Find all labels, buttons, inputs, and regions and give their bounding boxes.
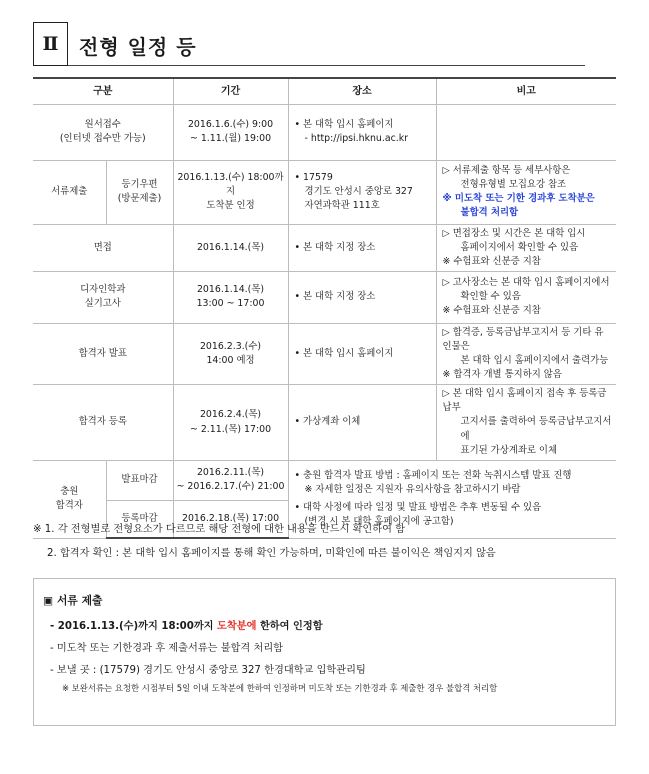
period-cell: 2016.2.4.(목) ~ 2.11.(목) 17:00 bbox=[173, 385, 288, 461]
schedule-table bbox=[33, 77, 616, 539]
table-row bbox=[33, 160, 616, 224]
table-row bbox=[33, 385, 616, 461]
category-cell: 충원 합격자 bbox=[33, 460, 106, 538]
table-header-row bbox=[33, 78, 616, 104]
period-cell: 2016.1.13.(수) 18:00까지 도착분 인정 bbox=[173, 160, 288, 224]
period-cell: 2016.2.3.(수) 14:00 예정 bbox=[173, 323, 288, 384]
period-cell: 2016.1.14.(목) 13:00 ~ 17:00 bbox=[173, 271, 288, 323]
category-cell: 디자인학과 실기고사 bbox=[33, 271, 173, 323]
section-header bbox=[33, 22, 585, 66]
place-cell: • 본 대학 지정 장소 bbox=[288, 224, 436, 271]
footnotes bbox=[33, 518, 616, 566]
place-cell: • 본 대학 지정 장소 bbox=[288, 271, 436, 323]
category-cell: 원서접수 (인터넷 접수만 가능) bbox=[33, 104, 173, 160]
category-cell: 면접 bbox=[33, 224, 173, 271]
note-cell: ▷ 합격증, 등록금납부고지서 등 기타 유인물은 본 대학 입시 홈페이지에서 출력가능 ※ 합격자 개별 통지하지 않음 bbox=[436, 323, 616, 384]
subcategory-cell: 발표마감 bbox=[106, 460, 173, 500]
table-row bbox=[33, 104, 616, 160]
footnote-2: 2. 합격자 확인 : 본 대학 입시 홈페이지를 통해 확인 가능하며, 미확인에 따른 불이익은 책임지지 않음 bbox=[47, 548, 496, 559]
place-cell: • 가상계좌 이체 bbox=[288, 385, 436, 461]
merged-note-cell: • 충원 합격자 발표 방법 : 홈페이지 또는 전화 녹취시스템 발표 진행 ※ 자세한 일정은 지원자 유의사항을 참고하시기 바람 • 대학 사정에 따라 일정 및 발표 방법은 추후 변동될 수 있음 (변경 시 본 대학 홈페이지에 공고함) bbox=[288, 460, 616, 538]
subcategory-cell: 등기우편 (방문제출) bbox=[106, 160, 173, 224]
table-row bbox=[33, 224, 616, 271]
period-cell: 2016.2.11.(목) ~ 2016.2.17.(수) 21:00 bbox=[173, 460, 288, 500]
box-title: ▣ 서류 제출 bbox=[43, 594, 103, 607]
note-cell: ▷ 본 대학 입시 홈페이지 접속 후 등록금납부 고지서를 출력하여 등록금납부고지서에 표기된 가상계좌로 이체 bbox=[436, 385, 616, 461]
table-row bbox=[33, 323, 616, 384]
note-cell: ▷ 면접장소 및 시간은 본 대학 입시 홈페이지에서 확인할 수 있음 ※ 수험표와 신분증 지참 bbox=[436, 224, 616, 271]
category-cell: 서류제출 bbox=[33, 160, 106, 224]
section-underline bbox=[68, 65, 585, 66]
header-place: 장소 bbox=[288, 78, 436, 104]
period-cell: 2016.1.14.(목) bbox=[173, 224, 288, 271]
note-cell: ▷ 서류제출 항목 등 세부사항은 전형유형별 모집요강 참조 ※ 미도착 또는 기한 경과후 도착분은 불합격 처리함 bbox=[436, 160, 616, 224]
note-cell bbox=[436, 104, 616, 160]
deadline-line: - 2016.1.13.(수)까지 18:00까지 도착분에 한하여 인정함 bbox=[50, 621, 323, 632]
period-cell: 2016.1.6.(수) 9:00 ~ 1.11.(월) 19:00 bbox=[173, 104, 288, 160]
section-title: 전형 일정 등 bbox=[79, 35, 197, 59]
place-cell: • 17579 경기도 안성시 중앙로 327 자연과학관 111호 bbox=[288, 160, 436, 224]
header-category: 구분 bbox=[33, 78, 173, 104]
table-row bbox=[33, 460, 616, 500]
category-cell: 합격자 등록 bbox=[33, 385, 173, 461]
table-row bbox=[33, 271, 616, 323]
late-rule-line: - 미도착 또는 기한경과 후 제출서류는 불합격 처리함 bbox=[50, 643, 284, 654]
supplement-note: ※ 보완서류는 요청한 시점부터 5일 이내 도착분에 한하여 인정하며 미도착 또는 기한경과 후 제출한 경우 불합격 처리함 bbox=[62, 683, 498, 693]
category-cell: 합격자 발표 bbox=[33, 323, 173, 384]
header-note: 비고 bbox=[436, 78, 616, 104]
address-line: - 보낼 곳 : (17579) 경기도 안성시 중앙로 327 한경대학교 입학관리팀 bbox=[50, 665, 366, 676]
note-cell: ▷ 고사장소는 본 대학 입시 홈페이지에서 확인할 수 있음 ※ 수험표와 신분증 지참 bbox=[436, 271, 616, 323]
document-submission-box bbox=[33, 578, 616, 726]
section-number-box: Ⅱ bbox=[33, 22, 68, 66]
place-cell: • 본 대학 입시 홈페이지 bbox=[288, 323, 436, 384]
footnote-1: ※ 1. 각 전형별로 전형요소가 다르므로 해당 전형에 대한 내용을 반드시 확인하여 함 bbox=[33, 524, 406, 535]
place-cell: • 본 대학 입시 홈페이지 - http://ipsi.hknu.ac.kr bbox=[288, 104, 436, 160]
period-cell: 2016.2.18.(목) 17:00 bbox=[173, 500, 288, 538]
subcategory-cell: 등록마감 bbox=[106, 500, 173, 538]
header-period: 기간 bbox=[173, 78, 288, 104]
